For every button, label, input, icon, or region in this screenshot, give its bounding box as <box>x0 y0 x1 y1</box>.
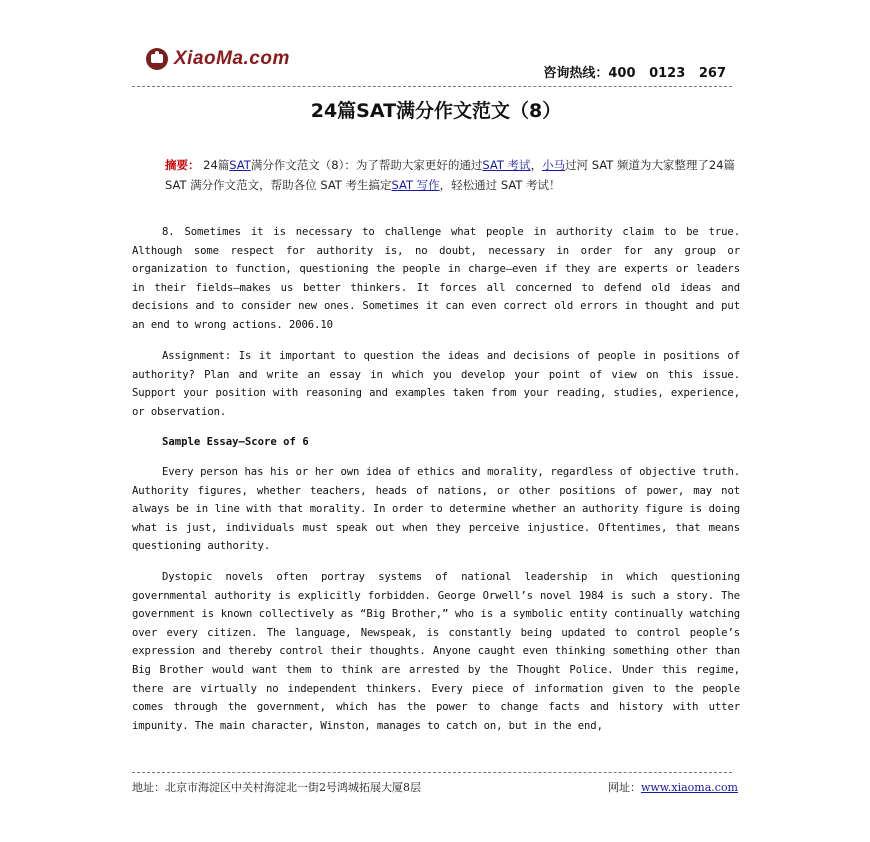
summary-text-5: ，轻松通过 SAT 考试！ <box>439 178 561 192</box>
summary <box>165 155 743 195</box>
horse-logo-icon <box>146 48 168 70</box>
header-divider <box>132 86 732 87</box>
essay-text-1: Every person has his or her own idea of ethics and morality, regardless of objective truth. Authority figures, whether teachers, heads of nations, or other positions of power, may not always be in line with that morality. In order to determine whether an authority figure is doing what is just, individuals must speak out when they perceive injustice. Oftentimes, that means questioning authority. <box>132 466 740 553</box>
sat-writing-link[interactable]: SAT 写作 <box>391 178 440 192</box>
footer-divider <box>132 772 732 773</box>
assignment-paragraph <box>132 347 740 421</box>
summary-text-2: 满分作文范文（8）：为了帮助大家更好的通过 <box>250 158 483 172</box>
summary-text-1: 24篇 <box>199 158 230 172</box>
page-header <box>132 40 740 86</box>
summary-text-3: ， <box>530 158 543 172</box>
prompt-paragraph <box>132 223 740 335</box>
summary-label: 摘要： <box>165 158 200 172</box>
footer-site-label: 网址： <box>607 781 641 794</box>
footer-site <box>608 779 738 795</box>
essay-paragraph-1 <box>132 463 740 556</box>
xiaoma-link[interactable]: 小马 <box>542 158 566 172</box>
page-footer <box>132 779 740 795</box>
sample-essay-heading: Sample Essay—Score of 6 <box>162 436 309 448</box>
footer-address: 地址：北京市海淀区中关村海淀北一街2号鸿城拓展大厦8层 <box>132 781 421 794</box>
footer-site-link[interactable]: www.xiaoma.com <box>640 781 738 794</box>
assignment-text: Assignment: Is it important to question the ideas and decisions of people in positions of authority? Plan and write an essay in which you develop your point of view on this issue. Support your position with reasoning and examples taken from your reading, studies, experience, or observation. <box>132 350 740 418</box>
page-title: 24篇SAT满分作文范文（8） <box>310 100 562 122</box>
hotline-text: 咨询热线：400 0123 267 <box>543 66 726 81</box>
essay-text-2: Dystopic novels often portray systems of national leadership in which questioning governmental authority is explicitly forbidden. George Orwell’s novel 1984 is such a story. The government is known collectively as “Big Brother,” who is a symbolic entity continually watching over every citizen. The language, Newspeak, is constantly being updated to control people’s expression and thereby control their thoughts. Anyone caught even thinking something other than Big Brother would want them to think are arrested by the Thought Police. Under this regime, there are virtually no independent thinkers. Every piece of information given to the people comes through the government, which has the power to change facts and history with utter impunity. The main character, Winston, manages to catch on, but in the end, <box>132 571 740 732</box>
logo-text: XiaoMa.com <box>174 48 290 69</box>
prompt-text: 8. Sometimes it is necessary to challenge what people in authority claim to be true. Although some respect for authority is, no doubt, necessary in order for any group or organization to function, questioning the people in charge—even if they are experts or leaders in their fields—makes us better thinkers. It forces all concerned to defend old ideas and decisions and to consider new ones. Sometimes it can even correct old errors in thought and put an end to wrong actions. 2006.10 <box>132 226 740 331</box>
sat-exam-link[interactable]: SAT 考试 <box>482 158 531 172</box>
sat-link[interactable]: SAT <box>229 158 251 172</box>
xiaoma-logo[interactable] <box>146 48 290 70</box>
essay-paragraph-2 <box>132 568 740 735</box>
summary-text-4: 过河 SAT 频道为大家整理了24篇 SAT 满分作文范文，帮助各位 SAT 考生搞定 <box>165 158 736 192</box>
